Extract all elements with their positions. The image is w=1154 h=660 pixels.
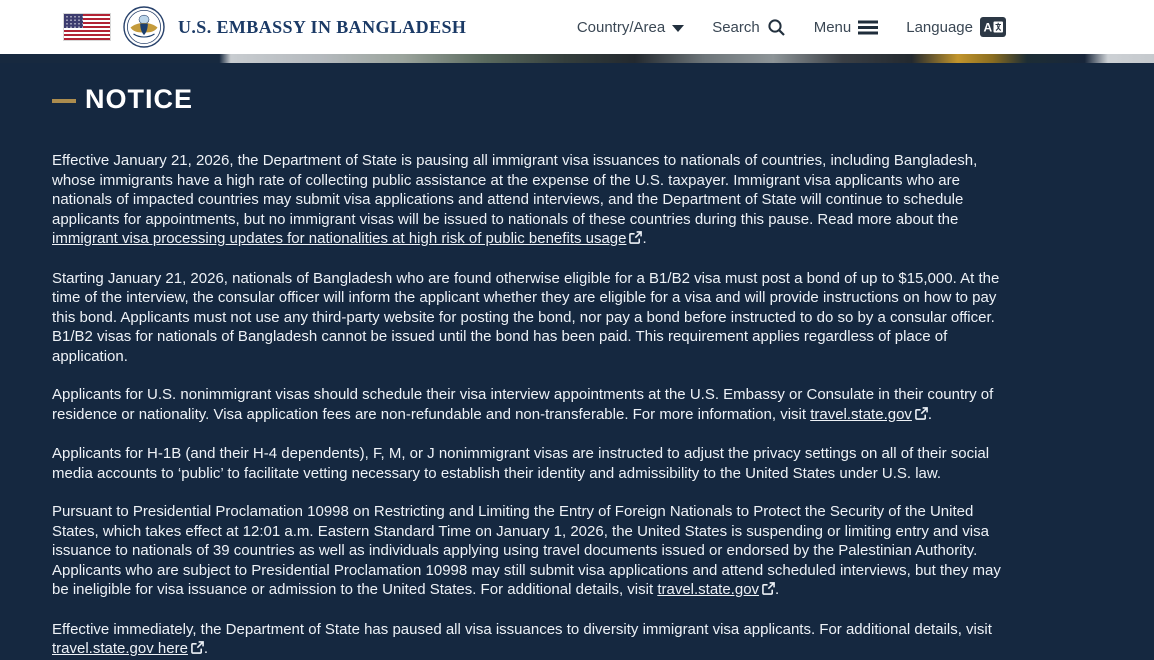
language-label: Language	[906, 18, 973, 36]
chevron-down-icon	[672, 25, 684, 32]
country-area-menu[interactable]	[577, 19, 684, 36]
link-travel-state-gov-here[interactable]: travel.state.gov here	[52, 640, 204, 657]
link-travel-state-gov-2[interactable]: travel.state.gov	[657, 581, 775, 598]
gold-dash	[52, 99, 76, 103]
link-immigrant-visa-updates[interactable]: immigrant visa processing updates for nationalities at high risk of public benefits usage	[52, 230, 642, 247]
notice-paragraph: Applicants for H-1B (and their H-4 dependents), F, M, or J nonimmigrant visas are instructed to adjust the privacy settings on all of their social media accounts to ‘public’ to facilitate vetting necessary to establish their identity and admissibility to the United States under U.S. law.	[52, 445, 990, 482]
menu-label: Menu	[813, 18, 852, 36]
home-link[interactable]	[64, 6, 466, 48]
us-flag-icon	[64, 14, 110, 40]
top-nav	[577, 17, 1006, 37]
notice-section	[0, 63, 1154, 660]
notice-paragraph: Effective January 21, 2026, the Department of State is pausing all immigrant visa issuances to nationals of countries, including Bangladesh, whose immigrants have a high rate of collecting public assistance at the expense of the U.S. taxpayer. Immigrant visa applicants who are nationals of impacted countries may submit visa applications and attend interviews, and the Department of State will continue to schedule applicants for appointments, but no immigrant visas will be issued to nationals of these countries during this pause. Read more about the immigrant visa processing updates for nationalities at high risk of public benefits usage .	[52, 151, 1006, 250]
language-button[interactable]	[906, 17, 1006, 37]
search-icon	[767, 18, 786, 37]
search-label: Search	[712, 18, 760, 36]
banner-image-strip	[0, 54, 1154, 63]
notice-paragraph: Pursuant to Presidential Proclamation 10998 on Restricting and Limiting the Entry of Foreign Nationals to Protect the Security of the United States, which takes effect at 12:01 a.m. Eastern Standard Time on January 1, 2026, the United States is suspending or limiting entry and visa issuance to nationals of 39 countries as well as individuals applying using travel documents issued or endorsed by the Palestinian Authority. Applicants who are subject to Presidential Proclamation 10998 may still submit visa applications and attend scheduled interviews, but they may be ineligible for visa issuance or admission to the United States. For additional details, visit travel.state.gov .	[52, 502, 1006, 601]
notice-paragraph: Effective immediately, the Department of State has paused all visa issuances to diversity immigrant visa applicants. For additional details, visit travel.state.gov here .	[52, 620, 1006, 660]
svg-text:A: A	[983, 20, 993, 35]
brand-title: U.S. EMBASSY IN BANGLADESH	[178, 16, 467, 37]
site-header	[0, 0, 1154, 54]
translate-icon	[980, 17, 1006, 37]
notice-paragraph: Applicants for U.S. nonimmigrant visas should schedule their visa interview appointments at the U.S. Embassy or Consulate in their country of residence or nationality. Visa application fees are non-refundable and non-transferable. For more information, visit travel.state.gov .	[52, 385, 1006, 425]
external-link-icon	[629, 230, 642, 250]
menu-button[interactable]	[814, 19, 879, 36]
embassy-seal-icon	[123, 6, 165, 48]
external-link-icon	[191, 640, 204, 660]
hamburger-icon	[858, 20, 878, 35]
external-link-icon	[762, 581, 775, 601]
external-link-icon	[915, 406, 928, 426]
link-travel-state-gov[interactable]: travel.state.gov	[810, 406, 928, 423]
notice-paragraph: Starting January 21, 2026, nationals of Bangladesh who are found otherwise eligible for a B1/B2 visa must post a bond of up to $15,000. At the time of the interview, the consular officer will inform the applicant whether they are eligible for a visa and will provide instructions on how to pay this bond. Applicants must not use any third-party website for posting the bond, nor pay a bond before instructed to do so by a consular officer. B1/B2 visas for nationals of Bangladesh cannot be issued until the bond has been paid. This requirement applies regardless of place of application.	[52, 269, 1000, 365]
search-button[interactable]	[712, 18, 786, 37]
page-title	[52, 84, 1006, 115]
country-area-label: Country/Area	[576, 18, 666, 36]
notice-title-text: NOTICE	[85, 84, 194, 114]
